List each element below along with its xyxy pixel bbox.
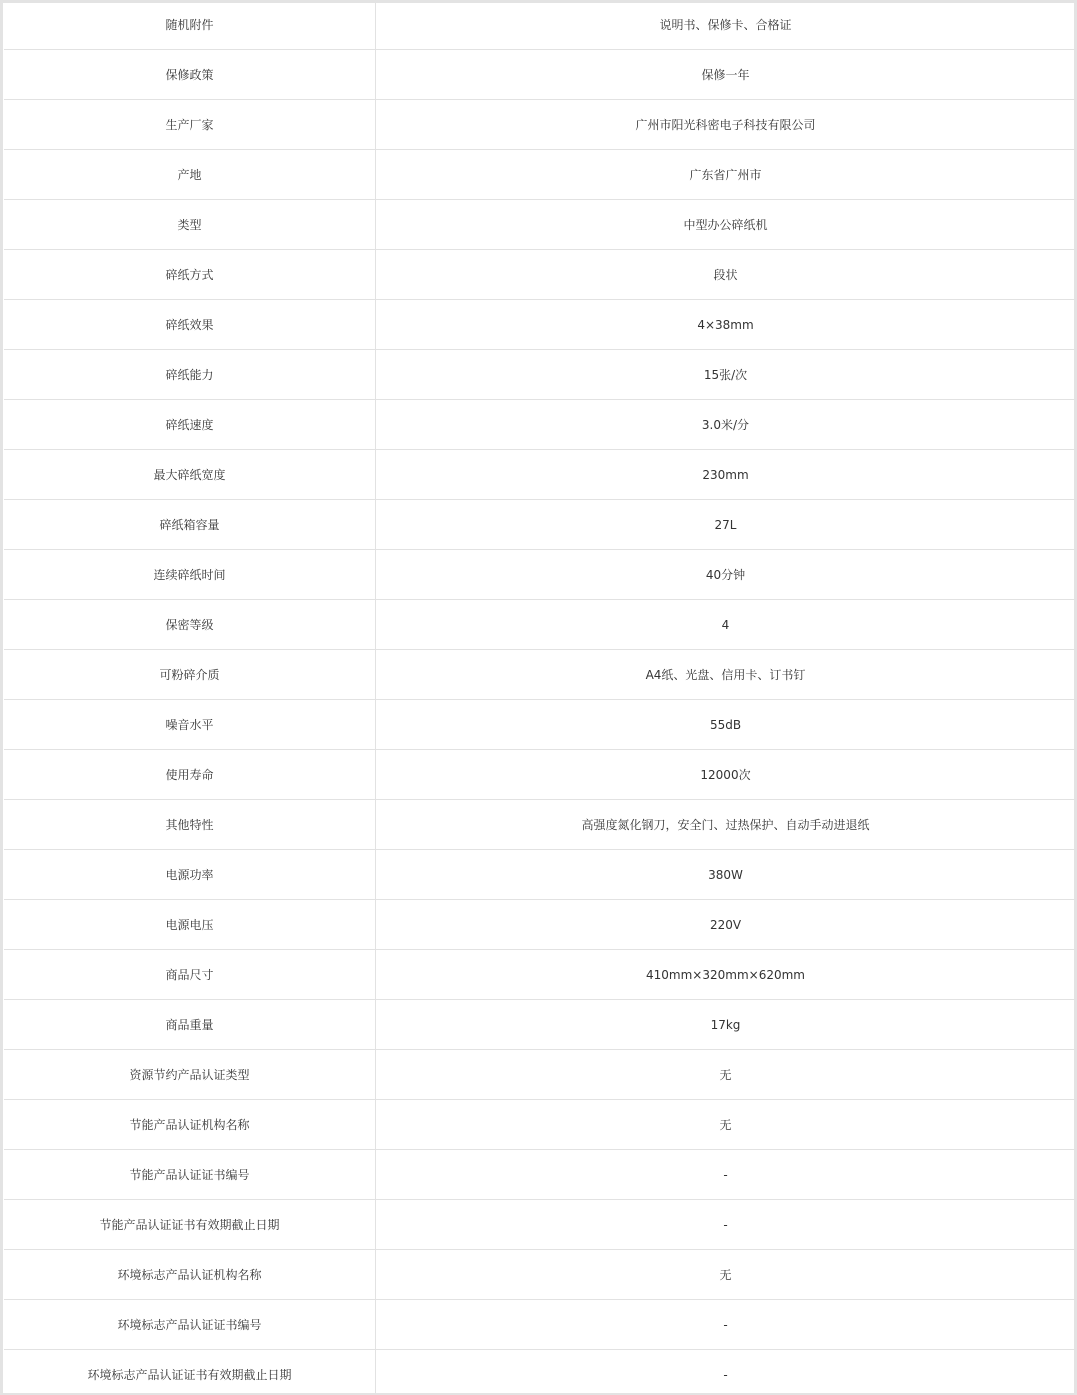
spec-label: 碎纸箱容量 bbox=[4, 500, 376, 550]
spec-label: 随机附件 bbox=[4, 0, 376, 50]
spec-label: 可粉碎介质 bbox=[4, 650, 376, 700]
table-row bbox=[4, 850, 1075, 900]
table-row bbox=[4, 1300, 1075, 1350]
spec-label: 碎纸效果 bbox=[4, 300, 376, 350]
table-row bbox=[4, 1200, 1075, 1250]
spec-label: 其他特性 bbox=[4, 800, 376, 850]
spec-label: 节能产品认证证书有效期截止日期 bbox=[4, 1200, 376, 1250]
spec-value: - bbox=[376, 1150, 1076, 1200]
table-row bbox=[4, 1050, 1075, 1100]
spec-label: 商品尺寸 bbox=[4, 950, 376, 1000]
spec-label: 环境标志产品认证证书编号 bbox=[4, 1300, 376, 1350]
spec-label: 产地 bbox=[4, 150, 376, 200]
spec-label: 使用寿命 bbox=[4, 750, 376, 800]
spec-label: 保修政策 bbox=[4, 50, 376, 100]
table-row bbox=[4, 0, 1075, 50]
table-row bbox=[4, 1100, 1075, 1150]
spec-value: 说明书、保修卡、合格证 bbox=[376, 0, 1076, 50]
spec-value: 高强度氮化钢刀，安全门、过热保护、自动手动进退纸 bbox=[376, 800, 1076, 850]
spec-label: 保密等级 bbox=[4, 600, 376, 650]
spec-value: 15张/次 bbox=[376, 350, 1076, 400]
table-row bbox=[4, 550, 1075, 600]
spec-value: 380W bbox=[376, 850, 1076, 900]
spec-value: 40分钟 bbox=[376, 550, 1076, 600]
table-row bbox=[4, 700, 1075, 750]
spec-label: 连续碎纸时间 bbox=[4, 550, 376, 600]
spec-value: 保修一年 bbox=[376, 50, 1076, 100]
table-row bbox=[4, 450, 1075, 500]
spec-label: 最大碎纸宽度 bbox=[4, 450, 376, 500]
spec-value: 广州市阳光科密电子科技有限公司 bbox=[376, 100, 1076, 150]
spec-label: 环境标志产品认证证书有效期截止日期 bbox=[4, 1350, 376, 1395]
spec-value: 230mm bbox=[376, 450, 1076, 500]
spec-label: 资源节约产品认证类型 bbox=[4, 1050, 376, 1100]
table-row bbox=[4, 950, 1075, 1000]
spec-value: A4纸、光盘、信用卡、订书钉 bbox=[376, 650, 1076, 700]
spec-label: 电源功率 bbox=[4, 850, 376, 900]
table-row bbox=[4, 750, 1075, 800]
spec-value: - bbox=[376, 1200, 1076, 1250]
table-row bbox=[4, 100, 1075, 150]
spec-label: 碎纸能力 bbox=[4, 350, 376, 400]
spec-value: 220V bbox=[376, 900, 1076, 950]
spec-value: 段状 bbox=[376, 250, 1076, 300]
spec-label: 环境标志产品认证机构名称 bbox=[4, 1250, 376, 1300]
spec-value: 无 bbox=[376, 1100, 1076, 1150]
spec-label: 碎纸方式 bbox=[4, 250, 376, 300]
spec-label: 碎纸速度 bbox=[4, 400, 376, 450]
spec-value: - bbox=[723, 1367, 728, 1382]
spec-value: 无 bbox=[376, 1050, 1076, 1100]
spec-table-body bbox=[4, 0, 1075, 1395]
table-row bbox=[4, 800, 1075, 850]
spec-value: 55dB bbox=[376, 700, 1076, 750]
spec-value: 410mm×320mm×620mm bbox=[376, 950, 1076, 1000]
table-row bbox=[4, 250, 1075, 300]
spec-value: - bbox=[376, 1300, 1076, 1350]
table-row bbox=[4, 1350, 1075, 1395]
spec-value: 4 bbox=[376, 600, 1076, 650]
table-row bbox=[4, 350, 1075, 400]
spec-value: 12000次 bbox=[376, 750, 1076, 800]
table-row bbox=[4, 1150, 1075, 1200]
table-row bbox=[4, 300, 1075, 350]
table-row bbox=[4, 400, 1075, 450]
table-row bbox=[4, 600, 1075, 650]
spec-label: 生产厂家 bbox=[4, 100, 376, 150]
spec-table bbox=[4, 0, 1075, 1395]
spec-value: 广东省广州市 bbox=[376, 150, 1076, 200]
spec-label: 商品重量 bbox=[4, 1000, 376, 1050]
spec-value: 4×38mm bbox=[376, 300, 1076, 350]
spec-value: 中型办公碎纸机 bbox=[376, 200, 1076, 250]
spec-label: 电源电压 bbox=[4, 900, 376, 950]
spec-label: 节能产品认证证书编号 bbox=[4, 1150, 376, 1200]
table-row bbox=[4, 1000, 1075, 1050]
spec-label: 噪音水平 bbox=[4, 700, 376, 750]
table-row bbox=[4, 150, 1075, 200]
table-row bbox=[4, 200, 1075, 250]
spec-label: 类型 bbox=[4, 200, 376, 250]
spec-value: 17kg bbox=[376, 1000, 1076, 1050]
spec-value: 无 bbox=[376, 1250, 1076, 1300]
table-row bbox=[4, 900, 1075, 950]
spec-value: 3.0米/分 bbox=[376, 400, 1076, 450]
table-row bbox=[4, 50, 1075, 100]
spec-label: 节能产品认证机构名称 bbox=[4, 1100, 376, 1150]
table-row bbox=[4, 1250, 1075, 1300]
table-row bbox=[4, 500, 1075, 550]
spec-value: 27L bbox=[376, 500, 1076, 550]
table-row bbox=[4, 650, 1075, 700]
